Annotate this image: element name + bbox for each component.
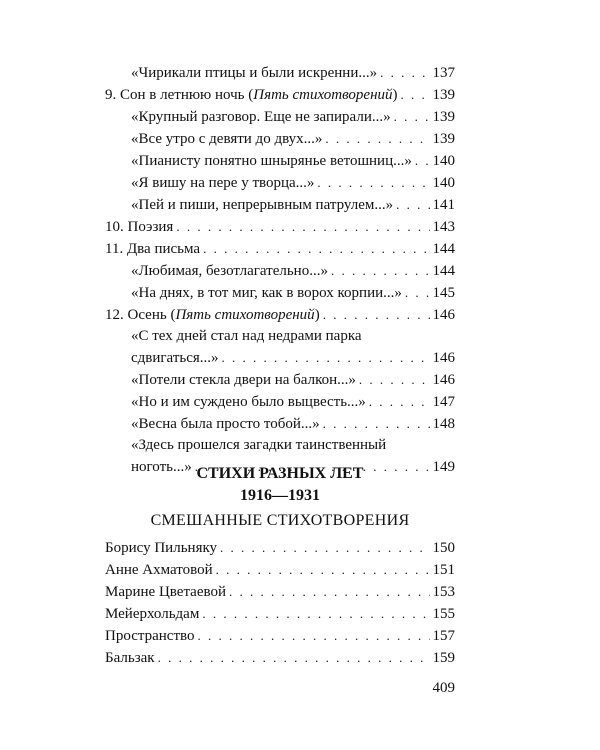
entry-title: Мейерхольдам bbox=[105, 606, 200, 622]
toc-entry bbox=[105, 62, 455, 84]
section-title: СТИХИ РАЗНЫХ ЛЕТ bbox=[196, 465, 364, 482]
leader-dots bbox=[323, 304, 430, 325]
leader-dots bbox=[359, 369, 430, 390]
leader-dots bbox=[415, 150, 430, 171]
leader-dots bbox=[197, 625, 429, 646]
entry-title: Бальзак bbox=[105, 650, 155, 666]
toc-entry bbox=[105, 84, 455, 106]
leader-dots bbox=[317, 172, 429, 193]
toc-entry bbox=[131, 347, 455, 369]
entry-title-line2: сдвигаться...» bbox=[131, 350, 219, 366]
entry-title-pre: 9. Сон в летнюю ночь ( bbox=[105, 87, 254, 103]
leader-dots bbox=[405, 282, 430, 303]
toc-entry bbox=[105, 647, 455, 669]
toc-entry bbox=[105, 413, 455, 435]
entry-title: Борису Пильняку bbox=[105, 540, 218, 556]
entry-page: 155 bbox=[432, 606, 455, 622]
entry-title bbox=[105, 305, 320, 326]
entry-title: «Пей и пиши, непрерывным патрулем...» bbox=[131, 197, 394, 213]
entry-title: «Все утро с девяти до двух...» bbox=[131, 131, 323, 147]
leader-dots bbox=[220, 537, 429, 558]
toc-entry bbox=[105, 128, 455, 150]
leader-dots bbox=[222, 347, 430, 368]
entry-page: 157 bbox=[432, 628, 455, 644]
entry-page: 145 bbox=[432, 285, 455, 301]
entry-title-line2: ноготь...» bbox=[131, 459, 192, 475]
entry-title-italic: Пять стихотворений bbox=[253, 87, 393, 103]
entry-title: 11. Два письма bbox=[105, 241, 201, 257]
leader-dots bbox=[323, 413, 430, 434]
leader-dots bbox=[203, 238, 429, 259]
toc-entry bbox=[105, 603, 455, 625]
leader-dots bbox=[396, 194, 429, 215]
entry-page: 144 bbox=[432, 241, 455, 257]
entry-page: 159 bbox=[432, 650, 455, 666]
entry-title: «На днях, в тот миг, как в ворох корпии...» bbox=[131, 285, 402, 301]
entry-title: «Любимая, безотлагательно...» bbox=[131, 263, 328, 279]
entry-title-line1: «Здесь прошелся загадки таинственный bbox=[131, 437, 387, 453]
toc-entry bbox=[105, 260, 455, 282]
entry-page: 140 bbox=[432, 153, 455, 169]
leader-dots bbox=[394, 106, 430, 127]
entry-page: 146 bbox=[432, 350, 455, 366]
subsection-title: СМЕШАННЫЕ СТИХОТВОРЕНИЯ bbox=[150, 512, 410, 529]
leader-dots bbox=[369, 391, 430, 412]
entry-title: «Потели стекла двери на балкон...» bbox=[131, 372, 356, 388]
entry-title: «Я вишу на пере у творца...» bbox=[131, 175, 315, 191]
entry-title: «Пианисту понятно шнырянье ветошниц...» bbox=[131, 153, 412, 169]
page-number: 409 bbox=[432, 680, 455, 696]
entry-title: «Но и им суждено было выцвесть...» bbox=[131, 394, 366, 410]
leader-dots bbox=[380, 62, 429, 83]
entry-page: 153 bbox=[432, 584, 455, 600]
toc-entry bbox=[105, 282, 455, 304]
entry-page: 137 bbox=[432, 65, 455, 81]
leader-dots bbox=[325, 128, 429, 149]
entry-page: 144 bbox=[432, 263, 455, 279]
toc-entry bbox=[105, 194, 455, 216]
entry-title: Пространство bbox=[105, 628, 195, 644]
toc-top bbox=[105, 62, 455, 478]
toc-bottom bbox=[105, 537, 455, 669]
entry-title-line1: «С тех дней стал над недрами парка bbox=[131, 328, 362, 344]
entry-page: 148 bbox=[432, 416, 455, 432]
leader-dots bbox=[229, 581, 429, 602]
entry-page: 139 bbox=[432, 109, 455, 125]
toc-entry-multiline bbox=[105, 326, 455, 369]
entry-page: 146 bbox=[432, 307, 455, 323]
entry-title: 10. Поэзия bbox=[105, 219, 174, 235]
entry-page: 139 bbox=[432, 87, 455, 103]
leader-dots bbox=[176, 216, 429, 237]
entry-title-post: ) bbox=[392, 87, 398, 103]
toc-entry bbox=[105, 150, 455, 172]
entry-page: 146 bbox=[432, 372, 455, 388]
entry-page: 150 bbox=[432, 540, 455, 556]
entry-page: 141 bbox=[432, 197, 455, 213]
entry-title: Марине Цветаевой bbox=[105, 584, 227, 600]
entry-page: 147 bbox=[432, 394, 455, 410]
leader-dots bbox=[401, 84, 430, 105]
entry-page: 143 bbox=[432, 219, 455, 235]
entry-title: «Крупный разговор. Еще не запирали...» bbox=[131, 109, 391, 125]
toc-entry bbox=[105, 391, 455, 413]
entry-title-post: ) bbox=[314, 307, 320, 323]
toc-entry bbox=[105, 625, 455, 647]
toc-entry bbox=[105, 106, 455, 128]
toc-entry bbox=[105, 581, 455, 603]
entry-title: «Весна была просто тобой...» bbox=[131, 416, 320, 432]
entry-title: Анне Ахматовой bbox=[105, 562, 213, 578]
toc-entry bbox=[105, 172, 455, 194]
toc-entry bbox=[105, 304, 455, 326]
entry-page: 149 bbox=[432, 459, 455, 475]
toc-entry bbox=[105, 369, 455, 391]
entry-page: 139 bbox=[432, 131, 455, 147]
toc-entry bbox=[105, 537, 455, 559]
entry-title-pre: 12. Осень ( bbox=[105, 307, 176, 323]
entry-title bbox=[105, 85, 398, 106]
entry-page: 140 bbox=[432, 175, 455, 191]
leader-dots bbox=[216, 559, 430, 580]
toc-entry bbox=[105, 238, 455, 260]
leader-dots bbox=[158, 647, 430, 668]
leader-dots bbox=[202, 603, 429, 624]
entry-title: «Чирикали птицы и были искренни...» bbox=[131, 65, 378, 81]
leader-dots bbox=[331, 260, 430, 281]
section-years: 1916—1931 bbox=[240, 487, 320, 504]
toc-entry bbox=[105, 559, 455, 581]
toc-entry bbox=[105, 216, 455, 238]
entry-title-italic: Пять стихотворений bbox=[175, 307, 315, 323]
entry-page: 151 bbox=[432, 562, 455, 578]
